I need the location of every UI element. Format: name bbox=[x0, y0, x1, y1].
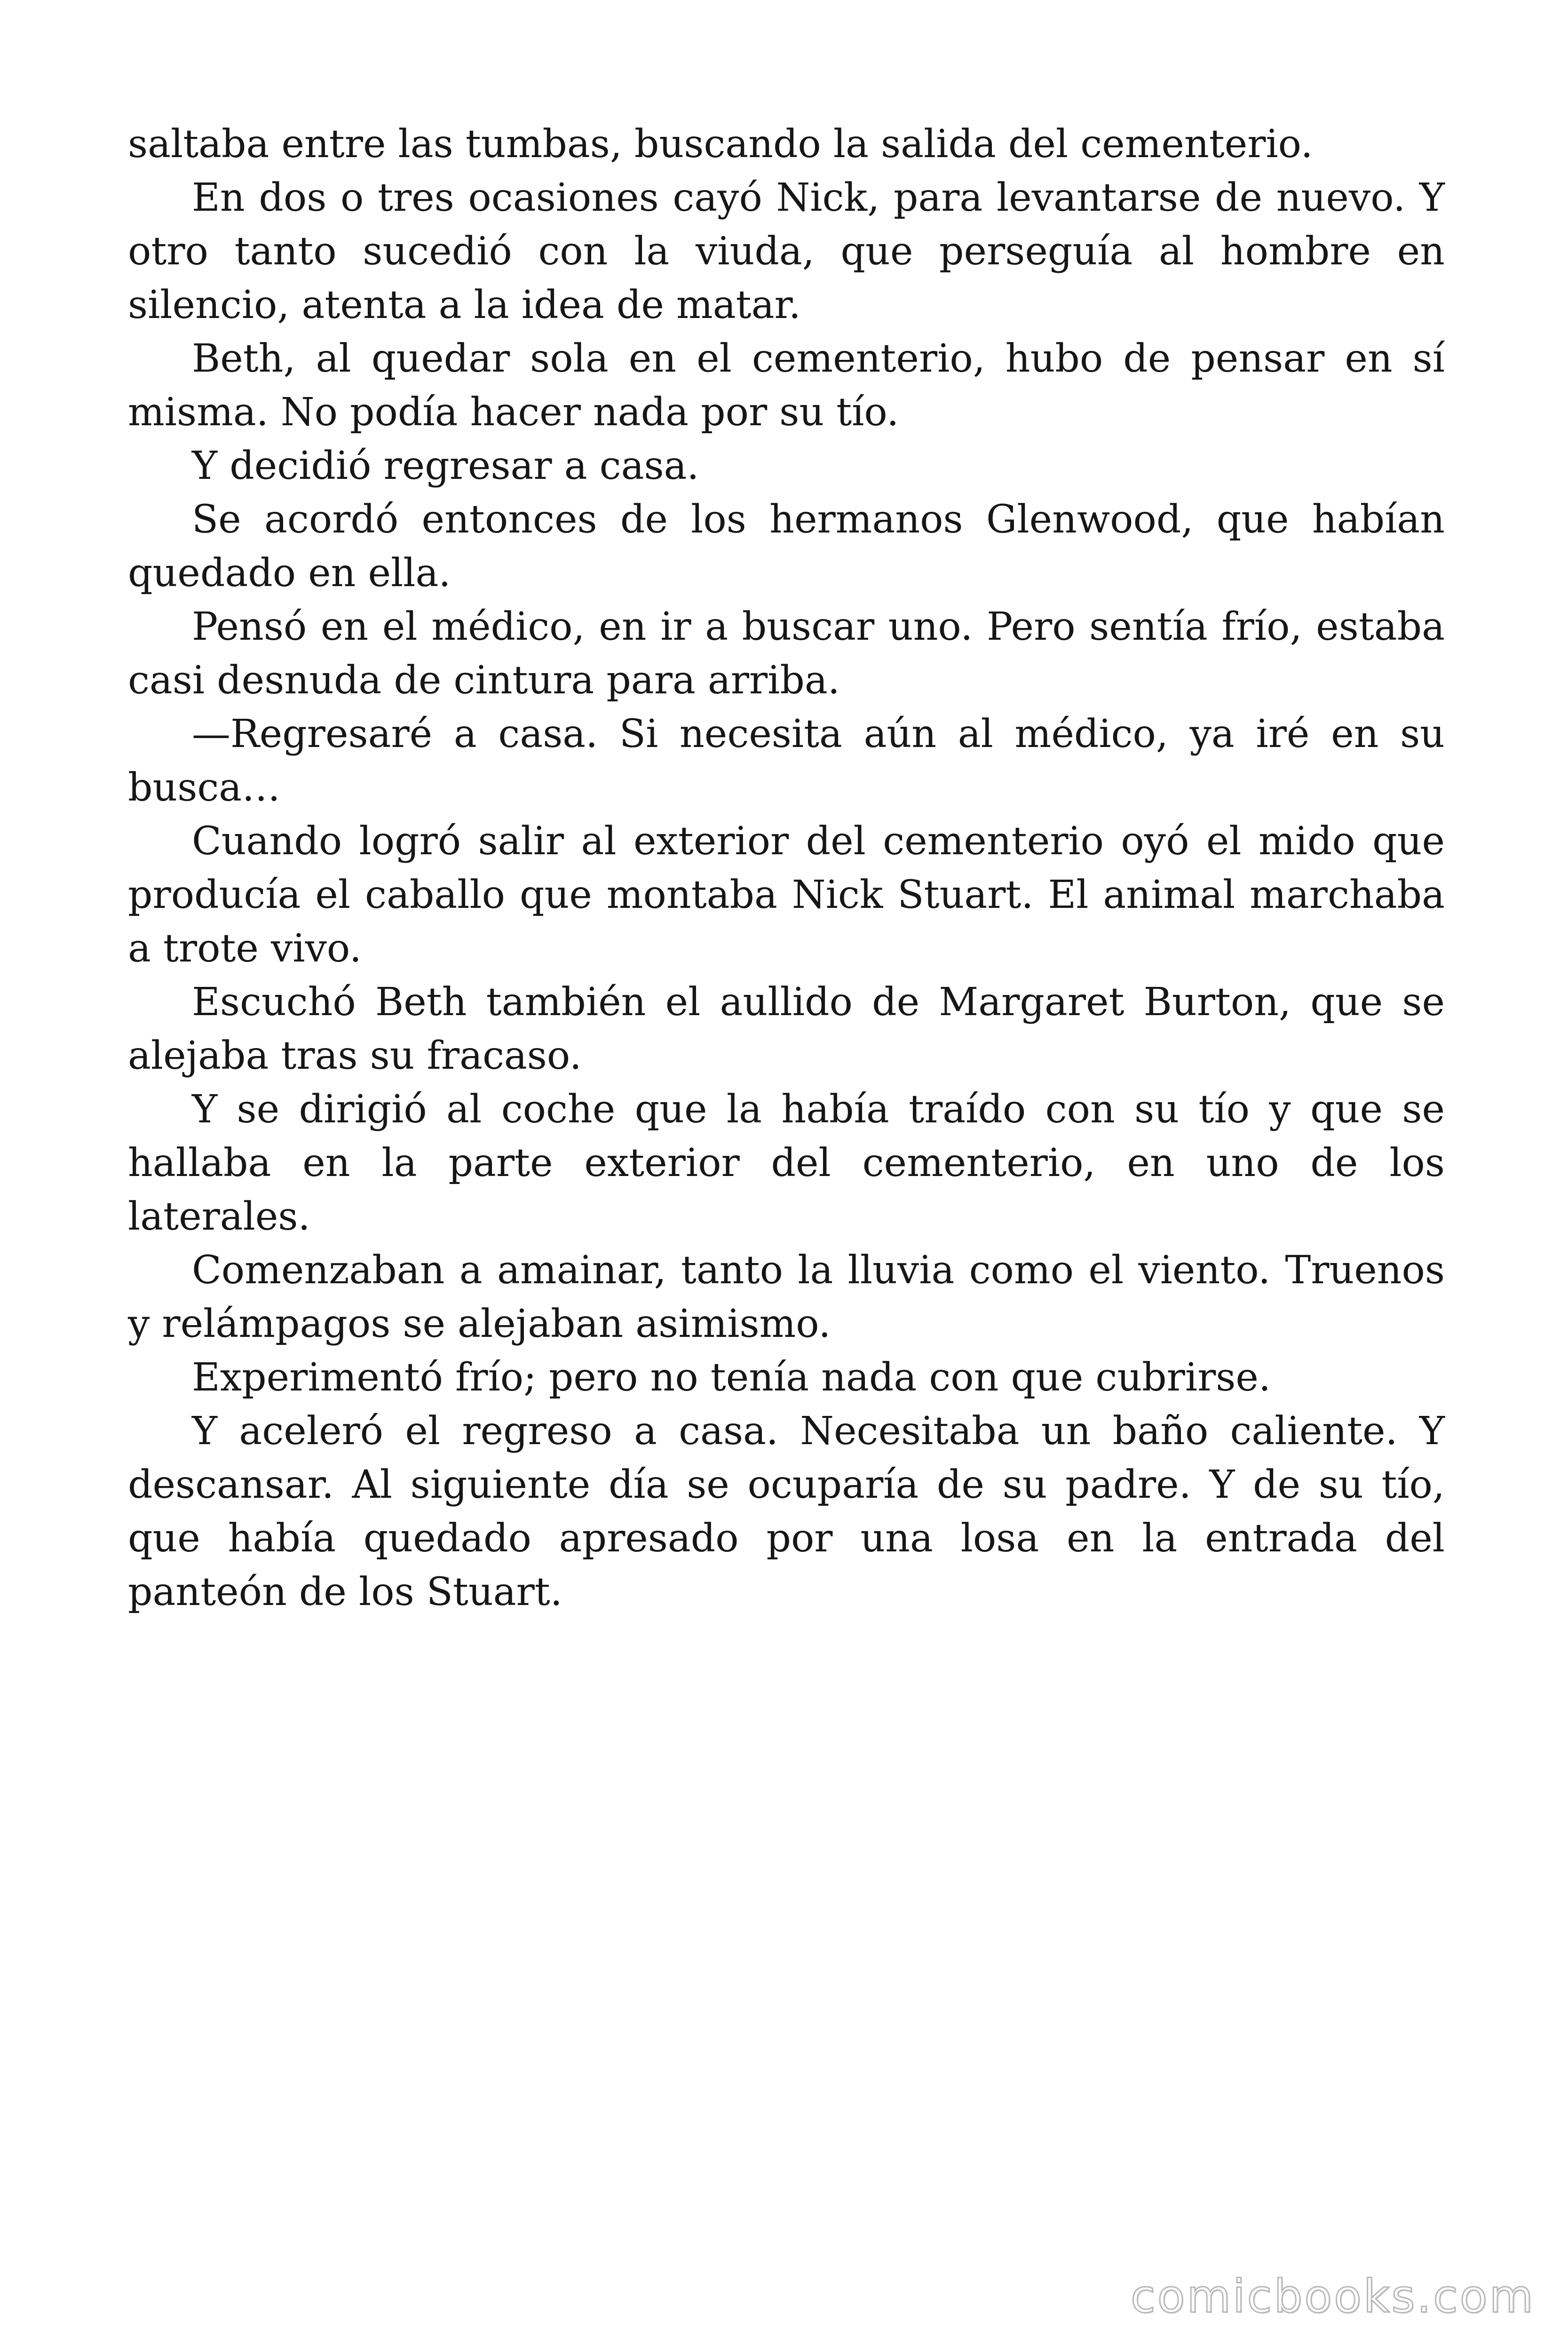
paragraph: —Regresaré a casa. Si necesita aún al médico, ya iré en su busca… bbox=[128, 712, 1445, 810]
paragraph: Comenzaban a amainar, tanto la lluvia como el viento. Truenos y relámpagos se alejaban asimismo. bbox=[128, 1248, 1445, 1346]
paragraph: En dos o tres ocasiones cayó Nick, para levantarse de nuevo. Y otro tanto sucedió con la viuda, que perseguía al hombre en silencio, atenta a la idea de matar. bbox=[128, 175, 1445, 327]
watermark: comicbooks.com bbox=[1130, 2270, 1535, 2323]
paragraph: Experimentó frío; pero no tenía nada con que cubrirse. bbox=[192, 1355, 1271, 1400]
paragraph: Y decidió regresar a casa. bbox=[192, 444, 699, 488]
paragraph: Escuchó Beth también el aullido de Margaret Burton, que se alejaba tras su fracaso. bbox=[128, 980, 1445, 1078]
paragraph: Se acordó entonces de los hermanos Glenwood, que habían quedado en ella. bbox=[128, 497, 1445, 596]
paragraph: Beth, al quedar sola en el cementerio, hubo de pensar en sí misma. No podía hacer nada por su tío. bbox=[128, 336, 1445, 435]
paragraph: Y aceleró el regreso a casa. Necesitaba un baño caliente. Y descansar. Al siguiente día se ocuparía de su padre. Y de su tío, que había quedado apresado por una losa en la entrada del panteón de los Stuart. bbox=[128, 1409, 1445, 1614]
paragraph: Cuando logró salir al exterior del cementerio oyó el mido que producía el caballo que montaba Nick Stuart. El animal marchaba a trote vivo. bbox=[128, 819, 1445, 971]
body-text bbox=[128, 118, 1445, 1619]
paragraph: Y se dirigió al coche que la había traído con su tío y que se hallaba en la parte exterior del cementerio, en uno de los laterales. bbox=[128, 1087, 1445, 1239]
paragraph: Pensó en el médico, en ir a buscar uno. Pero sentía frío, estaba casi desnuda de cintura para arriba. bbox=[128, 604, 1445, 703]
paragraph: saltaba entre las tumbas, buscando la salida del cementerio. bbox=[128, 122, 1313, 167]
